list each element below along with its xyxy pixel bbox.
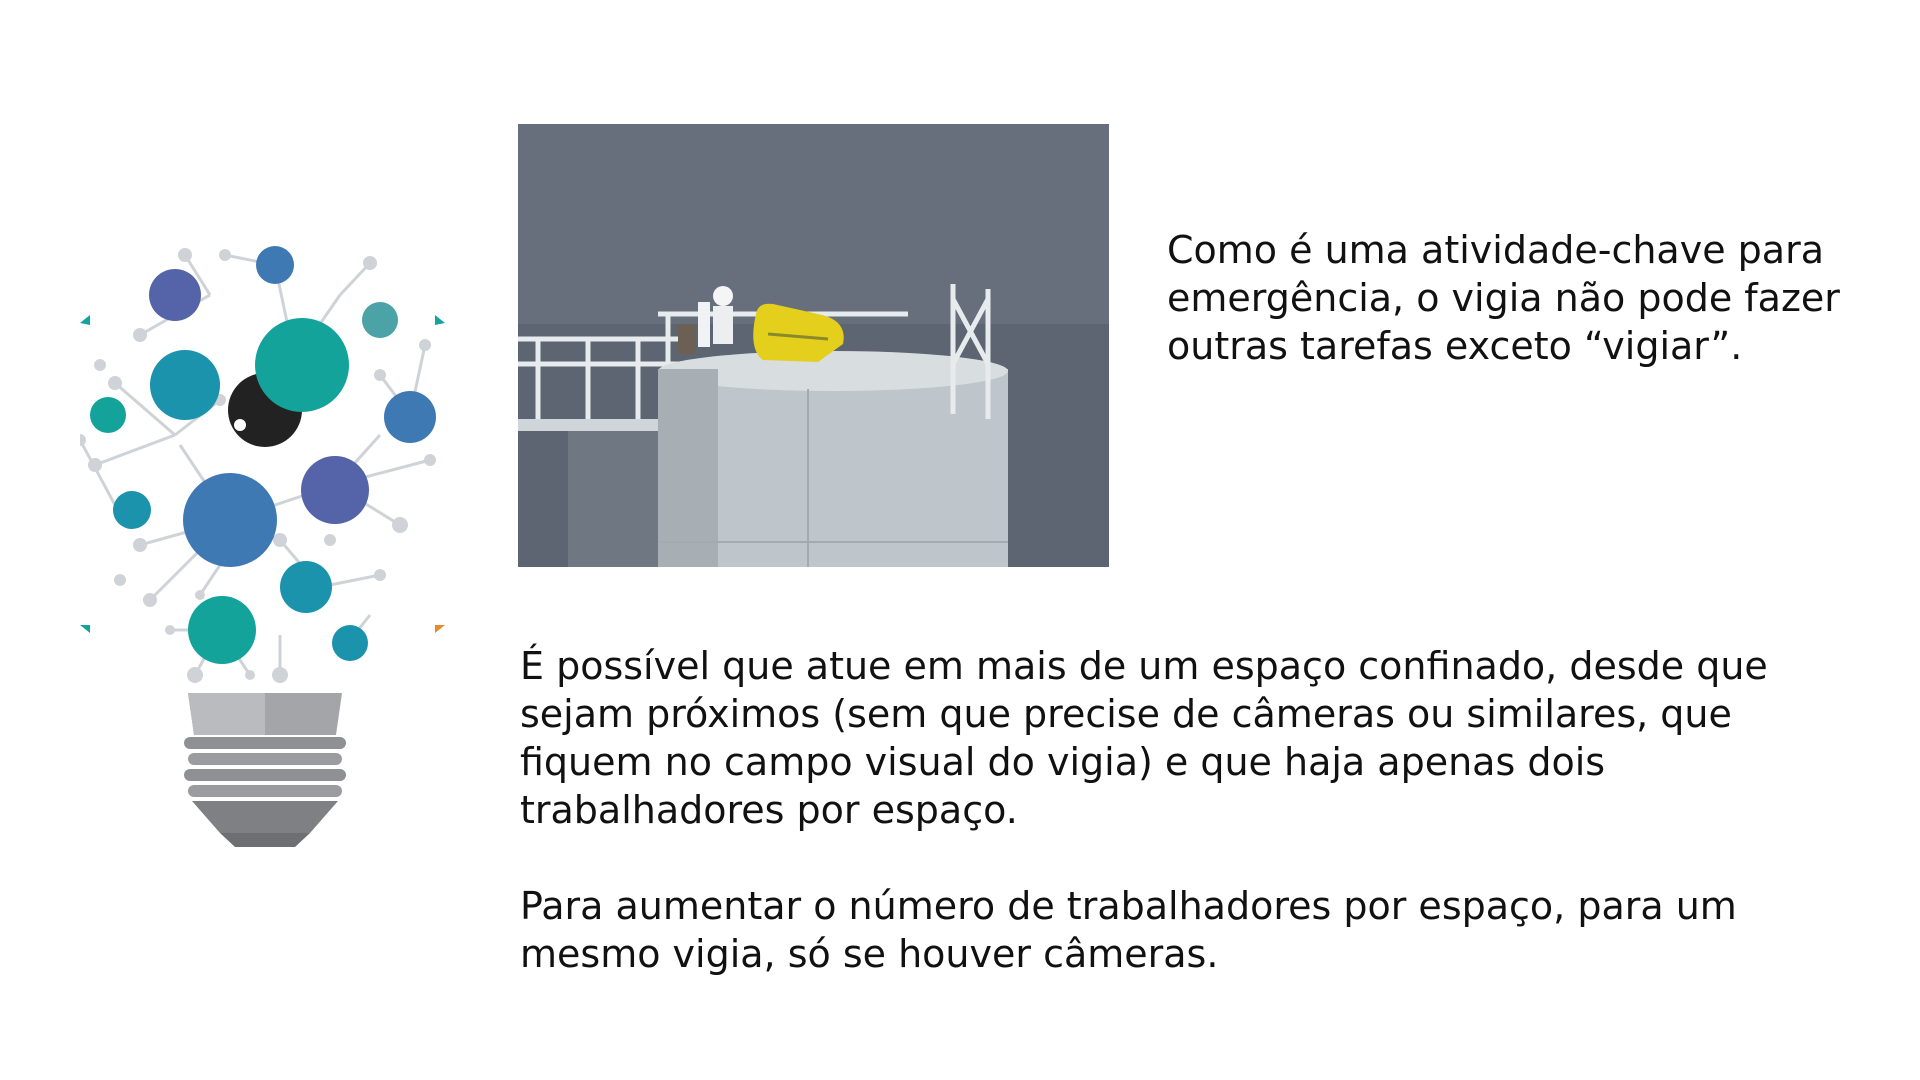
paragraph-2: Para aumentar o número de trabalhadores por espaço, para um mesmo vigia, só se houver câmeras. <box>520 884 1737 976</box>
lightbulb-icon <box>80 235 450 850</box>
text-top: Como é uma atividade-chave para emergência, o vigia não pode fazer outras tarefas exceto “vigiar”. <box>1167 228 1840 368</box>
worker-white <box>698 302 710 347</box>
text-bottom <box>520 642 1870 1026</box>
platform-deck <box>518 419 658 431</box>
paragraph-1: É possível que atue em mais de um espaço confinado, desde que sejam próximos (sem que precise de câmeras ou similares, que fiquem no campo visual do vigia) e que haja apenas dois trabalhadores por espaço. <box>520 644 1768 832</box>
tank-worker-photo <box>518 124 1109 567</box>
colored-nodes <box>90 246 436 664</box>
bulb-socket <box>184 693 346 847</box>
